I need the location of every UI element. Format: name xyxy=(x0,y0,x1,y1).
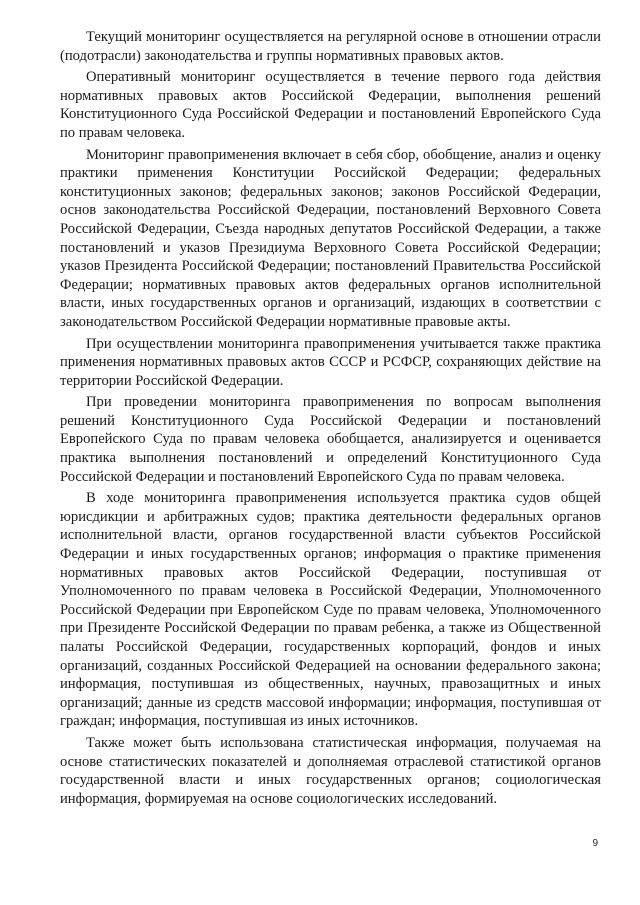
paragraph-monitoring-scope: Мониторинг правоприменения включает в себя сбор, обобщение, анализ и оценку практики применения Конституции Российской Федерации; федеральных конституционных законов; федеральных законов; законов Российской Федерации, основ законодательства Российской Федерации, постановлений Верховного Совета Российской Федерации, Съезда народных депутатов Российской Федерации, а также постановлений и указов Президиума Верховного Совета Российской Федерации; указов Президента Российской Федерации; постановлений Правительства Российской Федерации; нормативных правовых актов федеральных органов исполнительной власти, иных государственных органов и организаций, издающих в соответствии с законодательством Российской Федерации нормативные правовые акты. xyxy=(60,146,601,330)
paragraph-ussr-acts: При осуществлении мониторинга правоприменения учитывается также практика применения нормативных правовых актов СССР и РСФСР, сохраняющих действие на территории Российской Федерации. xyxy=(60,335,601,389)
paragraph-statistical-information: Также может быть использована статистическая информация, получаемая на основе статистических показателей и дополняемая отраслевой статистикой органов государственной власти и иных государственных органов; социологическая информация, формируемая на основе социологических исследований. xyxy=(60,734,601,807)
paragraph-information-sources: В ходе мониторинга правоприменения используется практика судов общей юрисдикции и арбитражных судов; практика деятельности федеральных органов исполнительной власти, органов государственной власти субъектов Российской Федерации и иных государственных органов; информация о практике применения нормативных правовых актов Российской Федерации, поступившая от Уполномоченного по правам человека в Российской Федерации, Уполномоченного Российской Федерации при Европейском Суде по правам человека, Уполномоченного при Президенте Российской Федерации по правам ребенка, а также из Общественной палаты Российской Федерации, государственных корпораций, фондов и иных организаций, созданных Российской Федерацией на основании федерального закона; информация, поступившая из общественных, научных, правозащитных и иных организаций; данные из средств массовой информации; информация, поступившая от граждан; информация, поступившая из иных источников. xyxy=(60,490,601,730)
document-body xyxy=(60,28,601,811)
paragraph-court-decisions: При проведении мониторинга правоприменения по вопросам выполнения решений Конституционного Суда Российской Федерации и постановлений Европейского Суда по правам человека обобщается, анализируется и оценивается практика выполнения постановлений и определений Конституционного Суда Российской Федерации и постановлений Европейского Суда по правам человека. xyxy=(60,394,601,485)
paragraph-operational-monitoring: Оперативный мониторинг осуществляется в течение первого года действия нормативных правовых актов Российской Федерации, выполнения решений Конституционного Суда Российской Федерации и постановлений Европейского Суда по правам человека. xyxy=(60,69,601,141)
paragraph-current-monitoring: Текущий мониторинг осуществляется на регулярной основе в отношении отрасли (подотрасли) законодательства и группы нормативных правовых актов. xyxy=(60,29,601,64)
page-number: 9 xyxy=(592,838,598,849)
